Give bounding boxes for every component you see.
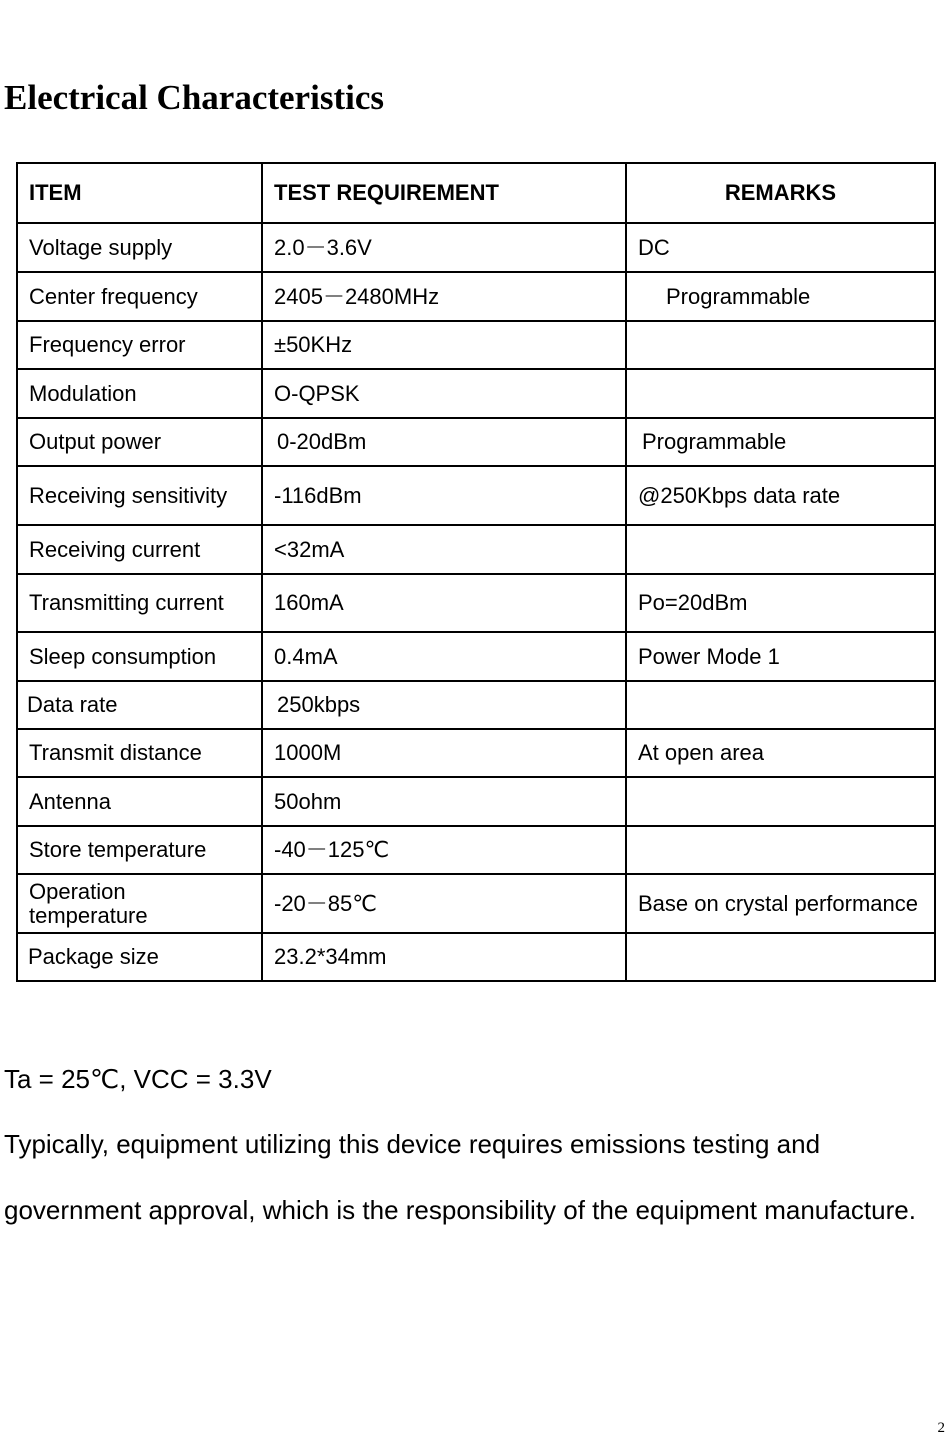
row-remarks bbox=[626, 933, 935, 981]
approval-note: Typically, equipment utilizing this device requires emissions testing and government approval, which is the responsibility of the equipment manufacture. bbox=[4, 1129, 916, 1225]
table-row bbox=[17, 525, 935, 574]
test-conditions: Ta = 25℃, VCC = 3.3V bbox=[4, 1064, 272, 1094]
page-number: 2 bbox=[937, 1420, 945, 1436]
page-title: Electrical Characteristics bbox=[4, 78, 384, 117]
row-item: Transmitting current bbox=[17, 574, 262, 632]
table-row bbox=[17, 681, 935, 729]
electrical-characteristics-table bbox=[16, 162, 936, 982]
row-remarks bbox=[626, 369, 935, 418]
row-requirement: 2.0－3.6V bbox=[262, 223, 626, 272]
row-item: Receiving current bbox=[17, 525, 262, 574]
row-requirement: 23.2*34mm bbox=[262, 933, 626, 981]
row-item: Operation temperature bbox=[17, 874, 262, 933]
table-row bbox=[17, 272, 935, 321]
table-row bbox=[17, 632, 935, 681]
row-remarks bbox=[626, 681, 935, 729]
row-requirement: 2405－2480MHz bbox=[262, 272, 626, 321]
table-row bbox=[17, 223, 935, 272]
row-remarks bbox=[626, 525, 935, 574]
row-remarks: Base on crystal performance bbox=[626, 874, 935, 933]
row-item: Sleep consumption bbox=[17, 632, 262, 681]
table-row bbox=[17, 933, 935, 981]
table-row bbox=[17, 369, 935, 418]
row-remarks: DC bbox=[626, 223, 935, 272]
row-remarks bbox=[626, 777, 935, 826]
row-remarks: Power Mode 1 bbox=[626, 632, 935, 681]
row-requirement: <32mA bbox=[262, 525, 626, 574]
row-requirement: 250kbps bbox=[262, 681, 626, 729]
row-requirement: 0-20dBm bbox=[262, 418, 626, 466]
row-requirement: -20－85℃ bbox=[262, 874, 626, 933]
row-requirement: -116dBm bbox=[262, 466, 626, 525]
row-requirement: ±50KHz bbox=[262, 321, 626, 369]
row-item: Modulation bbox=[17, 369, 262, 418]
row-item: Output power bbox=[17, 418, 262, 466]
row-item: Receiving sensitivity bbox=[17, 466, 262, 525]
row-remarks bbox=[626, 321, 935, 369]
table-row bbox=[17, 321, 935, 369]
row-item: Voltage supply bbox=[17, 223, 262, 272]
row-requirement: O-QPSK bbox=[262, 369, 626, 418]
row-requirement: 160mA bbox=[262, 574, 626, 632]
row-requirement: 1000M bbox=[262, 729, 626, 777]
table-row bbox=[17, 874, 935, 933]
row-item: Data rate bbox=[17, 681, 262, 729]
row-item: Transmit distance bbox=[17, 729, 262, 777]
table-row bbox=[17, 777, 935, 826]
table-row bbox=[17, 826, 935, 874]
row-remarks bbox=[626, 826, 935, 874]
table-row bbox=[17, 574, 935, 632]
row-remarks: At open area bbox=[626, 729, 935, 777]
row-item: Center frequency bbox=[17, 272, 262, 321]
row-item: Frequency error bbox=[17, 321, 262, 369]
header-remarks: REMARKS bbox=[626, 163, 935, 223]
table-row bbox=[17, 729, 935, 777]
row-remarks: Po=20dBm bbox=[626, 574, 935, 632]
header-item: ITEM bbox=[17, 163, 262, 223]
row-remarks: Programmable bbox=[626, 418, 935, 466]
row-item: Antenna bbox=[17, 777, 262, 826]
row-requirement: 50ohm bbox=[262, 777, 626, 826]
row-requirement: -40－125℃ bbox=[262, 826, 626, 874]
row-requirement: 0.4mA bbox=[262, 632, 626, 681]
table-header-row bbox=[17, 163, 935, 223]
row-remarks: Programmable bbox=[626, 272, 935, 321]
header-test-requirement: TEST REQUIREMENT bbox=[262, 163, 626, 223]
row-item: Store temperature bbox=[17, 826, 262, 874]
table-row bbox=[17, 418, 935, 466]
table-row bbox=[17, 466, 935, 525]
row-remarks: @250Kbps data rate bbox=[626, 466, 935, 525]
row-item: Package size bbox=[17, 933, 262, 981]
